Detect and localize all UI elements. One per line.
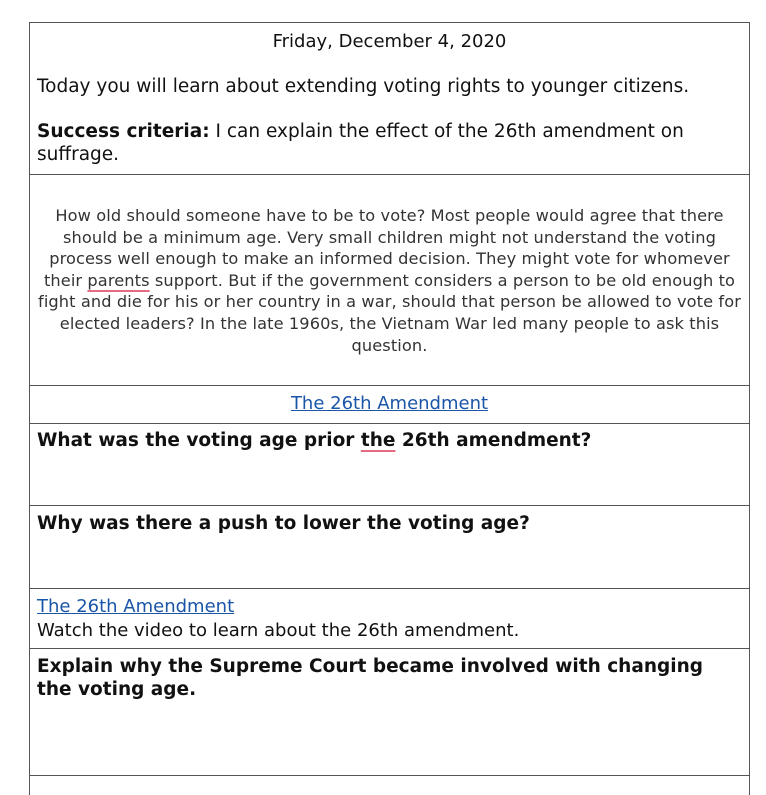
success-criteria-text: I can explain the effect of the 26th amendment on suffrage. xyxy=(37,121,684,165)
video-cell xyxy=(29,588,750,648)
spellcheck-flagged-word[interactable]: parents xyxy=(87,270,150,290)
reading-passage-cell xyxy=(29,174,750,385)
next-table-row xyxy=(29,775,750,795)
resource-link-cell xyxy=(29,385,750,423)
passage-text-part1: How old should someone have to be to vote? Most people would agree that there should be a minimum age. Very small children might not understand the voting process well enough to make an informed decision. They might vote for whomever their xyxy=(43,206,730,290)
question-2: Why was there a push to lower the voting age? xyxy=(37,513,530,534)
lesson-date: Friday, December 4, 2020 xyxy=(272,31,507,52)
lesson-document xyxy=(29,22,749,795)
video-instruction: Watch the video to learn about the 26th amendment. xyxy=(37,620,520,641)
question-cell-3[interactable] xyxy=(29,648,750,775)
passage-text-part2: support. But if the government considers a person to be old enough to fight and die for his or her country in a war, should that person be allowed to vote for elected leaders? In the late 1960s, the Vietnam War led many people to ask this question. xyxy=(38,270,741,355)
lesson-header-cell xyxy=(29,22,750,174)
26th-amendment-link[interactable]: The 26th Amendment xyxy=(290,393,489,414)
lesson-objective: Today you will learn about extending voting rights to younger citizens. xyxy=(37,76,690,97)
reading-passage xyxy=(31,205,748,356)
spellcheck-flagged-word[interactable]: the xyxy=(360,430,396,451)
question-1-text-end: 26th amendment? xyxy=(395,430,592,451)
question-1-text-start: What was the voting age prior xyxy=(37,430,361,451)
question-1 xyxy=(37,429,742,452)
success-criteria-label: Success criteria: xyxy=(37,121,210,142)
question-3: Explain why the Supreme Court became involved with changing the voting age. xyxy=(37,656,703,700)
question-cell-1[interactable] xyxy=(29,423,750,505)
26th-amendment-video-link[interactable]: The 26th Amendment xyxy=(37,596,235,617)
success-criteria xyxy=(37,120,742,166)
question-cell-2[interactable] xyxy=(29,505,750,588)
